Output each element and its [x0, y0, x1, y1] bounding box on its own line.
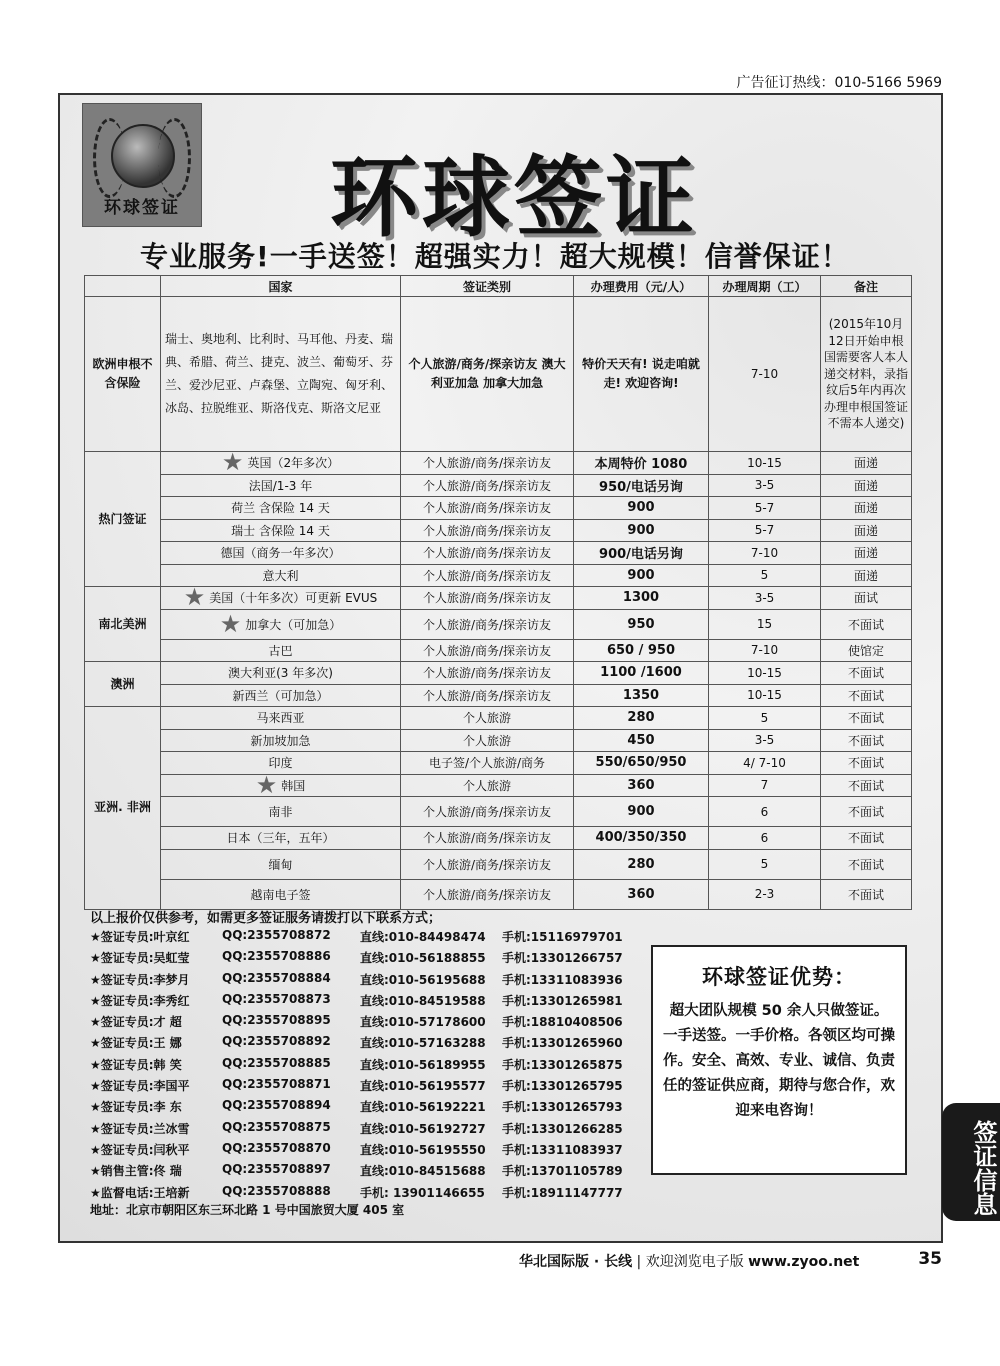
- country: 缅甸: [161, 849, 401, 879]
- country: 印度: [161, 752, 401, 775]
- contact-qq: QQ:2355708884: [222, 970, 331, 985]
- fee: 1350: [574, 684, 709, 707]
- period: 15: [709, 609, 821, 639]
- fee: 360: [574, 879, 709, 909]
- country: 日本（三年，五年）: [161, 827, 401, 850]
- note: 面递: [821, 474, 912, 497]
- period: 6: [709, 797, 821, 827]
- contact-name: ★签证专员:叶京红: [90, 930, 190, 944]
- contact-phone: 直线:010-56189955: [360, 1057, 486, 1072]
- table-row: [85, 587, 912, 610]
- contact-qq: QQ:2355708888: [222, 1183, 331, 1198]
- note: 面递: [821, 519, 912, 542]
- contact-phone: 直线:010-84519588: [360, 993, 486, 1008]
- visa-type: 个人旅游/商务/探亲访友: [401, 879, 574, 909]
- contact-name: ★签证专员:王 娜: [90, 1036, 182, 1051]
- country: 意大利: [161, 564, 401, 587]
- contact-name: ★签证专员:才 超: [90, 1015, 182, 1030]
- contact-phone: 直线:010-84498474: [360, 930, 486, 944]
- visa-type: 个人旅游/商务/探亲访友: [401, 542, 574, 565]
- col-fee: 办理费用（元/人）: [574, 276, 709, 297]
- period: 6: [709, 827, 821, 850]
- contact-phone: 直线:010-57163288: [360, 1036, 486, 1051]
- table-row: [85, 297, 912, 452]
- country: 南非: [161, 797, 401, 827]
- contact-name: ★签证专员:韩 笑: [90, 1057, 182, 1072]
- period: 10-15: [709, 452, 821, 475]
- col-country: 国家: [161, 276, 401, 297]
- reference-note: 以上报价仅供参考，如需更多签证服务请拨打以下联系方式；: [90, 911, 442, 926]
- fee: 360: [574, 774, 709, 797]
- region-label: 澳洲: [85, 662, 161, 707]
- contact-qq: QQ:2355708892: [222, 1034, 331, 1049]
- period: 4/ 7-10: [709, 752, 821, 775]
- period: 3-5: [709, 729, 821, 752]
- visa-type: 个人旅游/商务/探亲访友: [401, 849, 574, 879]
- visa-type: 个人旅游/商务/探亲访友: [401, 827, 574, 850]
- contact-name: ★签证专员:兰冰雪: [90, 1121, 190, 1136]
- table-row: [85, 827, 912, 850]
- period: 7-10: [709, 639, 821, 662]
- visa-type: 个人旅游/商务/探亲访友: [401, 609, 574, 639]
- contact-qq: QQ:2355708875: [222, 1119, 331, 1134]
- contact-mobile: 手机:18911147777: [502, 1185, 623, 1200]
- country: 越南电子签: [161, 879, 401, 909]
- period: 3-5: [709, 474, 821, 497]
- contact-qq: QQ:2355708897: [222, 1162, 331, 1177]
- contact-mobile: 手机:13301265793: [502, 1100, 623, 1115]
- fee: 特价天天有! 说走咱就走! 欢迎咨询!: [574, 297, 709, 452]
- visa-type: 个人旅游: [401, 707, 574, 730]
- table-row: [85, 774, 912, 797]
- note: 面递: [821, 542, 912, 565]
- period: 10-15: [709, 684, 821, 707]
- note: 不面试: [821, 849, 912, 879]
- fee: 280: [574, 707, 709, 730]
- country: ★ 英国（2年多次）: [161, 452, 401, 475]
- contact-name: ★销售主管:佟 瑞: [90, 1164, 182, 1179]
- col-type: 签证类别: [401, 276, 574, 297]
- contact-mobile: 手机:18810408506: [502, 1015, 623, 1030]
- period: 10-15: [709, 662, 821, 685]
- contact-qq: QQ:2355708873: [222, 991, 331, 1006]
- table-row: [85, 797, 912, 827]
- contact-phone: 直线:010-57178600: [360, 1015, 486, 1030]
- ad-hotline: 广告征订热线：010-5166 5969: [736, 75, 942, 91]
- star-icon: ★: [219, 609, 242, 638]
- region-label: 亚洲. 非洲: [85, 707, 161, 910]
- visa-type: 个人旅游/商务/探亲访友: [401, 662, 574, 685]
- address: 地址：北京市朝阳区东三环北路 1 号中国旅贸大厦 405 室: [90, 1203, 405, 1217]
- laurel-right-icon: [158, 118, 191, 198]
- note: 面递: [821, 497, 912, 520]
- star-icon: ★: [255, 770, 278, 799]
- footer-welcome: 欢迎浏览电子版: [645, 1254, 744, 1270]
- region-label: 热门签证: [85, 452, 161, 587]
- contact-phone: 直线:010-56192221: [360, 1100, 486, 1115]
- note: 不面试: [821, 729, 912, 752]
- table-row: [85, 849, 912, 879]
- contact-qq: QQ:2355708885: [222, 1055, 331, 1070]
- table-row: [85, 452, 912, 475]
- period: 5-7: [709, 519, 821, 542]
- table-header: [85, 276, 912, 297]
- country: 澳大利亚(3 年多次): [161, 662, 401, 685]
- country-list: 瑞士、奥地利、比利时、马耳他、丹麦、瑞典、希腊、荷兰、捷克、波兰、葡萄牙、芬兰、爱沙尼亚、卢森堡、立陶宛、匈牙利、冰岛、拉脱维亚、斯洛伐克、斯洛文尼亚: [161, 297, 401, 452]
- period: 3-5: [709, 587, 821, 610]
- visa-type: 个人旅游: [401, 774, 574, 797]
- table-row: [85, 609, 912, 639]
- contact-mobile: 手机:13311083937: [502, 1142, 623, 1157]
- col-period: 办理周期（工）: [709, 276, 821, 297]
- country: 马来西亚: [161, 707, 401, 730]
- table-row: [85, 729, 912, 752]
- note: 不面试: [821, 707, 912, 730]
- note: 不面试: [821, 797, 912, 827]
- visa-type: 个人旅游/商务/探亲访友: [401, 684, 574, 707]
- visa-type: 个人旅游/商务/探亲访友: [401, 587, 574, 610]
- fee: 900: [574, 497, 709, 520]
- contact-mobile: 手机:13301265960: [502, 1036, 623, 1051]
- advantage-title: 环球签证优势：: [702, 965, 856, 989]
- note: 不面试: [821, 662, 912, 685]
- visa-type: 个人旅游/商务/探亲访友: [401, 564, 574, 587]
- table-row: [85, 542, 912, 565]
- contact-phone: 直线:010-56192727: [360, 1121, 486, 1136]
- note: 不面试: [821, 684, 912, 707]
- country: 德国（商务一年多次）: [161, 542, 401, 565]
- company-logo: [82, 103, 202, 227]
- contact-name: ★签证专员:闫秋平: [90, 1142, 190, 1157]
- period: 2-3: [709, 879, 821, 909]
- contact-mobile: 手机:13311083936: [502, 972, 623, 987]
- period: 5: [709, 707, 821, 730]
- contact-name: ★签证专员:李 东: [90, 1100, 182, 1115]
- contact-name: ★签证专员:李秀红: [90, 993, 190, 1008]
- country: 古巴: [161, 639, 401, 662]
- country: 荷兰 含保险 14 天: [161, 497, 401, 520]
- contact-mobile: 手机:13301266757: [502, 951, 623, 966]
- fee: 900/电话另询: [574, 542, 709, 565]
- note: 不面试: [821, 774, 912, 797]
- visa-type: 个人旅游: [401, 729, 574, 752]
- contact-mobile: 手机:15116979701: [502, 930, 623, 944]
- visa-type: 电子签/个人旅游/商务: [401, 752, 574, 775]
- visa-type: 个人旅游/商务/探亲访友 澳大利亚加急 加拿大加急: [401, 297, 574, 452]
- page-title: 环球签证: [330, 146, 699, 249]
- table-row: [85, 662, 912, 685]
- visa-type: 个人旅游/商务/探亲访友: [401, 497, 574, 520]
- advantage-body: 超大团队规模 50 余人只做签证。一手送签。一手价格。各领区均可操作。安全、高效、专业、诚信、负责任的签证供应商，期待与您合作，欢迎来电咨询！: [663, 1003, 895, 1119]
- fee: 900: [574, 519, 709, 542]
- region-label: 南北美洲: [85, 587, 161, 662]
- visa-type: 个人旅游/商务/探亲访友: [401, 639, 574, 662]
- table-row: [85, 639, 912, 662]
- contact-phone: 直线:010-84515688: [360, 1164, 486, 1179]
- contact-mobile: 手机:13301265875: [502, 1057, 623, 1072]
- contact-mobile: 手机:13301265981: [502, 993, 623, 1008]
- contact-mobile: 手机:13301265795: [502, 1079, 623, 1094]
- note: 面递: [821, 452, 912, 475]
- period: 7-10: [709, 542, 821, 565]
- table-row: [85, 707, 912, 730]
- footer-separator: |: [636, 1254, 642, 1270]
- country: 新西兰（可加急）: [161, 684, 401, 707]
- contact-qq: QQ:2355708870: [222, 1140, 331, 1155]
- region-label: 欧洲申根不含保险: [85, 297, 161, 452]
- period: 5: [709, 564, 821, 587]
- note: 不面试: [821, 827, 912, 850]
- contact-qq: QQ:2355708871: [222, 1077, 331, 1092]
- contact-phone: 直线:010-56195550: [360, 1142, 486, 1157]
- advantage-box: [651, 945, 907, 1175]
- contact-phone: 直线:010-56195688: [360, 972, 486, 987]
- visa-price-table: [84, 275, 912, 910]
- table-row: [85, 474, 912, 497]
- note: 使馆定: [821, 639, 912, 662]
- period: 7-10: [709, 297, 821, 452]
- fee: 1100 /1600: [574, 662, 709, 685]
- period: 5: [709, 849, 821, 879]
- contact-mobile: 手机:13301266285: [502, 1121, 623, 1136]
- logo-text: 环球签证: [104, 198, 180, 218]
- fee: 950: [574, 609, 709, 639]
- note: (2015年10月12日开始申根国需要客人本人递交材料，录指纹后5年内再次办理申根国签证不需本人递交): [821, 297, 912, 452]
- contact-name: ★签证专员:吴虹莹: [90, 951, 190, 966]
- table-row: [85, 879, 912, 909]
- fee: 900: [574, 797, 709, 827]
- star-icon: ★: [183, 583, 206, 612]
- contact-qq: QQ:2355708894: [222, 1098, 331, 1113]
- contact-name: ★签证专员:李梦月: [90, 972, 190, 987]
- star-icon: ★: [221, 448, 244, 477]
- fee: 400/350/350: [574, 827, 709, 850]
- fee: 950/电话另询: [574, 474, 709, 497]
- note: 不面试: [821, 752, 912, 775]
- country: ★ 加拿大（可加急）: [161, 609, 401, 639]
- contact-phone: 直线:010-56188855: [360, 951, 486, 966]
- fee: 650 / 950: [574, 639, 709, 662]
- col-note: 备注: [821, 276, 912, 297]
- visa-type: 个人旅游/商务/探亲访友: [401, 474, 574, 497]
- edition-label: 华北国际版 · 长线: [519, 1254, 633, 1270]
- page-number: 35: [918, 1249, 942, 1269]
- contact-name: ★签证专员:李国平: [90, 1079, 190, 1094]
- page-footer: [519, 1251, 859, 1271]
- slogan: 专业服务!一手送签！超强实力！超大规模！信誉保证！: [140, 240, 850, 273]
- visa-type: 个人旅游/商务/探亲访友: [401, 797, 574, 827]
- country: 法国/1-3 年: [161, 474, 401, 497]
- table-row: [85, 752, 912, 775]
- note: 面试: [821, 587, 912, 610]
- section-tab: 签证信息: [942, 1103, 1000, 1221]
- country: 瑞士 含保险 14 天: [161, 519, 401, 542]
- period: 7: [709, 774, 821, 797]
- fee: 280: [574, 849, 709, 879]
- contact-phone: 直线:010-56195577: [360, 1079, 486, 1094]
- visa-type: 个人旅游/商务/探亲访友: [401, 519, 574, 542]
- table-row: [85, 519, 912, 542]
- visa-type: 个人旅游/商务/探亲访友: [401, 452, 574, 475]
- fee: 1300: [574, 587, 709, 610]
- table-row: [85, 564, 912, 587]
- country: ★ 韩国: [161, 774, 401, 797]
- contact-mobile: 手机:13701105789: [502, 1164, 623, 1179]
- contact-phone: 手机: 13901146655: [360, 1185, 485, 1200]
- note: 不面试: [821, 879, 912, 909]
- country: ★ 美国（十年多次）可更新 EVUS: [161, 587, 401, 610]
- note: 面递: [821, 564, 912, 587]
- fee: 900: [574, 564, 709, 587]
- table-row: [85, 684, 912, 707]
- table-row: [85, 497, 912, 520]
- country: 新加坡加急: [161, 729, 401, 752]
- contact-qq: QQ:2355708872: [222, 928, 331, 942]
- contact-qq: QQ:2355708886: [222, 949, 331, 964]
- website-link[interactable]: www.zyoo.net: [748, 1254, 860, 1270]
- fee: 450: [574, 729, 709, 752]
- note: 不面试: [821, 609, 912, 639]
- fee: 550/650/950: [574, 752, 709, 775]
- fee: 本周特价 1080: [574, 452, 709, 475]
- contact-qq: QQ:2355708895: [222, 1013, 331, 1028]
- period: 5-7: [709, 497, 821, 520]
- contact-name: ★监督电话:王培新: [90, 1185, 190, 1200]
